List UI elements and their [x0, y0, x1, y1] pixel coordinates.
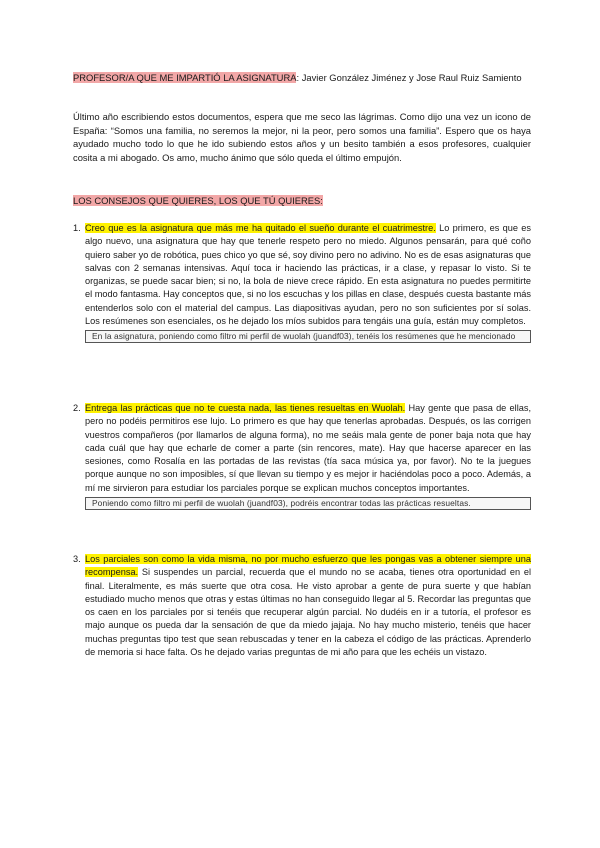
item-number: 2. — [73, 403, 81, 413]
advice-item-1 — [73, 222, 531, 343]
item-text: Si suspendes un parcial, recuerda que el mundo no se acaba, tienes otra oportunidad en el final. Literalmente, es más suerte que otra cosa. He visto aprobar a gente de pura suerte y que habían estudiado mucho menos que otras y estas últimas no han conseguido llegar al 5. Recordar las preguntas que os caen en los parciales por si tenéis que recuperar algún parcial. No dudéis en ir a tutoría, el profesor es majo aunque os pueda dar la sensación de que da miedo jajaja. No hay mucho misterio, tenéis que hacer muchas preguntas tipo test que sean rebuscadas y tener en la cabeza el código de las prácticas. Aprenderlo de memoria si hace falta. Os he dejado varias preguntas de mi año para que les echéis un vistazo. — [85, 567, 531, 658]
intro-paragraph: Último año escribiendo estos documentos, espera que me seco las lágrimas. Como dijo una vez un icono de España: “Somos una familia, no seremos la mejor, ni la peor, pero somos una familia”. Espero que os haya ayudado mucho todo lo que he ido subiendo estos años y un besito también a esos profesores, cualquier cosita a mi abogado. Os amo, mucho ánimo que sólo queda el último empujón. — [73, 111, 531, 163]
item-lead-highlight: Creo que es la asignatura que más me ha quitado el sueño durante el cuatrimestre. — [85, 223, 436, 233]
advice-item-2 — [73, 402, 531, 510]
professor-separator: : — [296, 72, 300, 83]
item-text: Hay gente que pasa de ellas, pero no podéis permitiros ese lujo. Lo primero es que hay que tenerlas aprobadas. Después, os las corrigen vuestros compañeros (por llamarlos de alguna forma), no me seáis mala gente de poner baja nota que hay cada cuál que hay que echarle de comer a parte (sin rencores, mate). Hay que hacerse aparecer en las sesiones, como Rosalía en las portadas de las revistas (tía saca música ya, por favor). No te la juegues porque aunque no son imposibles, sí que llevan su tiempo y es mejor ir haciéndolas poco a poco. Además, a mí me sirvieron para estudiar los parciales porque se explican muchos conceptos importantes. — [85, 403, 531, 493]
item-number: 3. — [73, 554, 81, 564]
section-title-text: LOS CONSEJOS QUE QUIERES, LOS QUE TÚ QUIERES: — [73, 195, 323, 206]
professor-label: PROFESOR/A QUE ME IMPARTIÓ LA ASIGNATURA — [73, 72, 297, 83]
advice-item-3 — [73, 553, 531, 659]
item-text: Lo primero, es que es algo nuevo, una asignatura que hay que tenerle respeto pero no miedo. Algunos pensarán, para qué coño quiero saber yo de robótica, pues chico yo que sé, soy divino pero no adivino. No es de esas asignaturas que salvas con 2 semanas intensivas. Aquí toca ir haciendo las prácticas, ir a clase, y repasar lo visto. Si te organizas, se puede sacar bien; si no, la bola de nieve crece rápido. En esta asignatura no puedes permitirte el modo fantasma. Hay conceptos que, si no los escuchas y los pillas en clase, después cuesta bastante más entenderlos solo con el material del campus. Las diapositivas ayudan, pero no son suficientes por sí solas. Los resúmenes son esenciales, os he dejado los míos subidos para tengáis una guía, están muy completos. — [85, 223, 531, 327]
item-body — [85, 553, 531, 659]
item-note-box: En la asignatura, poniendo como filtro mi perfil de wuolah (juandf03), tenéis los resúmenes que he mencionado — [85, 330, 531, 343]
item-lead-highlight: Entrega las prácticas que no te cuesta nada, las tienes resueltas en Wuolah. — [85, 403, 406, 413]
section-title — [73, 194, 323, 207]
item-note-box: Poniendo como filtro mi perfil de wuolah (juandf03), podréis encontrar todas las prácticas resueltas. — [85, 497, 531, 510]
item-body — [85, 222, 531, 328]
professor-header — [73, 70, 529, 85]
item-lead-highlight: Los parciales son como la vida misma, no por mucho esfuerzo que les pongas vas a obtener siempre una recompensa. — [85, 554, 531, 578]
item-body — [85, 402, 531, 495]
professor-names: Javier González Jiménez y Jose Raul Ruiz Samiento — [299, 72, 522, 83]
item-number: 1. — [73, 223, 81, 233]
